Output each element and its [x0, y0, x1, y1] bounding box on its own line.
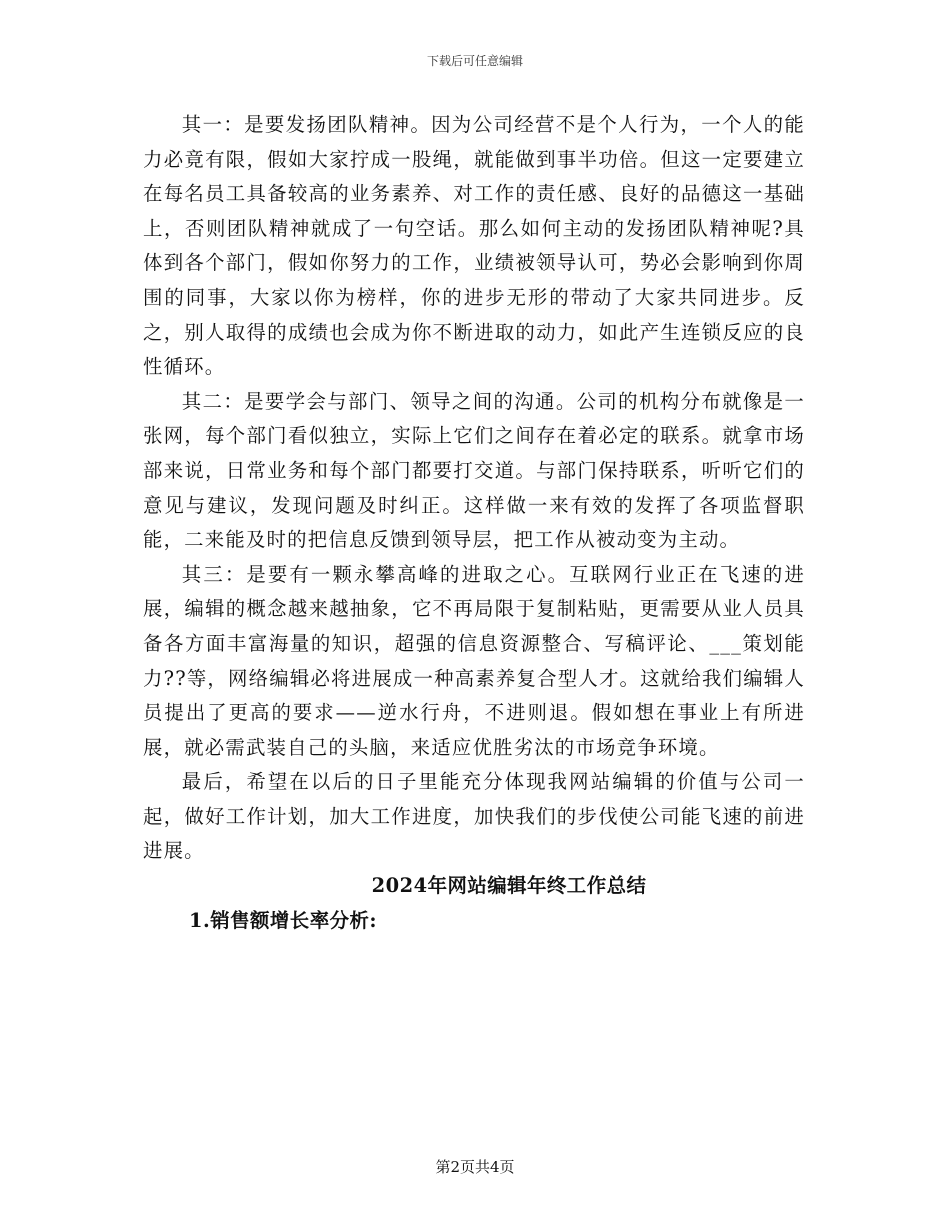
paragraph-ambition: 其三：是要有一颗永攀高峰的进取之心。互联网行业正在飞速的进展，编辑的概念越来越抽象，它不再局限于复制粘贴，更需要从业人员具备各方面丰富海量的知识，超强的信息资源整合、写稿评论、___策划能力??等，网络编辑必将进展成一种高素养复合型人才。这就给我们编辑人员提出了更高的要求——逆水行舟，不进则退。假如想在事业上有所进展，就必需武装自己的头脑，来适应优胜劣汰的市场竞争环境。	[143, 562, 805, 759]
paragraph-conclusion: 最后，希望在以后的日子里能充分体现我网站编辑的价值与公司一起，做好工作计划，加大工作进度，加快我们的步伐使公司能飞速的前进进展。	[143, 770, 805, 863]
document-title: 2024年网站编辑年终工作总结	[371, 874, 647, 898]
section-heading: 1.销售额增长率分析:	[189, 908, 378, 932]
document-body	[143, 108, 805, 938]
page-header: 下载后可任意编辑	[426, 54, 523, 68]
paragraph-teamwork: 其一：是要发扬团队精神。因为公司经营不是个人行为，一个人的能力必竟有限，假如大家拧成一股绳，就能做到事半功倍。但这一定要建立在每名员工具备较高的业务素养、对工作的责任感、良好的品德这一基础上，否则团队精神就成了一句空话。那么如何主动的发扬团队精神呢?具体到各个部门，假如你努力的工作，业绩被领导认可，势必会影响到你周围的同事，大家以你为榜样，你的进步无形的带动了大家共同进步。反之，别人取得的成绩也会成为你不断进取的动力，如此产生连锁反应的良性循环。	[143, 113, 805, 379]
paragraph-communication: 其二：是要学会与部门、领导之间的沟通。公司的机构分布就像是一张网，每个部门看似独立，实际上它们之间存在着必定的联系。就拿市场部来说，日常业务和每个部门都要打交道。与部门保持联系，听听它们的意见与建议，发现问题及时纠正。这样做一来有效的发挥了各项监督职能，二来能及时的把信息反馈到领导层，把工作从被动变为主动。	[143, 389, 805, 552]
page-footer: 第2页共4页	[435, 1158, 515, 1176]
